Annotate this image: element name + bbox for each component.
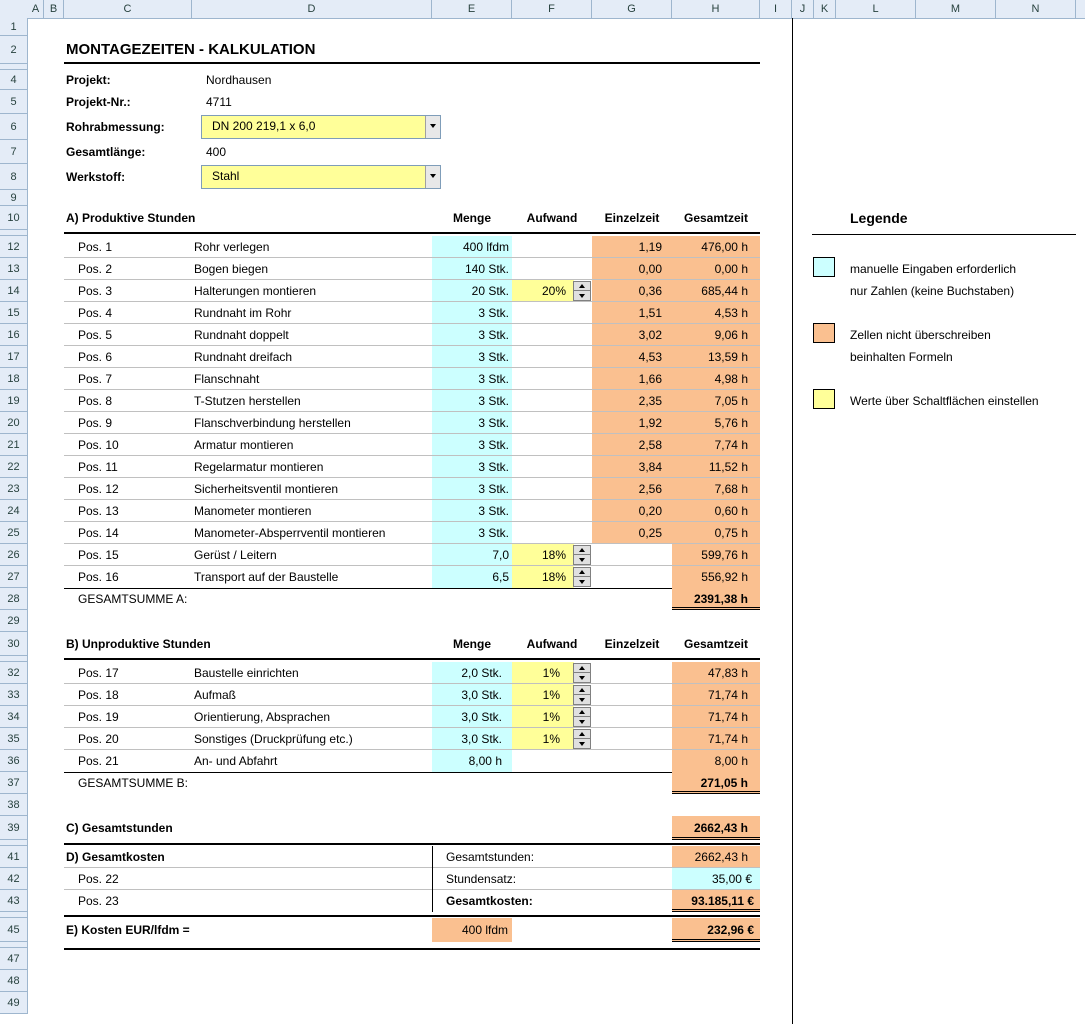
row-gesamtzeit: 71,74 h [672, 728, 760, 750]
table-border [64, 915, 760, 917]
row-aufwand[interactable]: 20% [512, 280, 574, 302]
row-gesamtzeit: 0,60 h [672, 500, 760, 522]
row-menge[interactable]: 140 Stk. [432, 258, 512, 280]
row-header[interactable]: 30 [0, 632, 28, 656]
spin-up-icon[interactable] [574, 282, 590, 291]
spin-up-icon[interactable] [574, 546, 590, 555]
row-einzelzeit: 1,92 [592, 412, 672, 434]
row-gesamtzeit: 8,00 h [672, 750, 760, 772]
row-description: Flanschnaht [194, 372, 260, 386]
row-menge[interactable]: 3 Stk. [432, 412, 512, 434]
row-gesamtzeit: 71,74 h [672, 684, 760, 706]
row-pos: Pos. 11 [78, 460, 118, 474]
row-pos: Pos. 12 [78, 482, 119, 496]
row-menge[interactable]: 3 Stk. [432, 390, 512, 412]
dropdown-value: DN 200 219,1 x 6,0 [212, 119, 316, 133]
row-header[interactable]: 42 [0, 868, 28, 890]
row-header[interactable]: 1 [0, 18, 28, 36]
header-einzelzeit: Einzelzeit [604, 211, 660, 225]
row-menge[interactable]: 3 Stk. [432, 522, 512, 544]
header-menge-b: Menge [452, 637, 491, 651]
row-description: Flanschverbindung herstellen [194, 416, 351, 430]
row-aufwand[interactable]: 18% [512, 544, 574, 566]
row-aufwand[interactable]: 18% [512, 566, 574, 588]
row-einzelzeit: 4,53 [592, 346, 672, 368]
info-label-werkstoff: Werkstoff: [66, 170, 126, 184]
section-b-title: B) Unproduktive Stunden [66, 637, 211, 651]
row-header[interactable]: 14 [0, 280, 28, 302]
row-gesamtzeit: 0,75 h [672, 522, 760, 544]
total-cost-value: 93.185,11 € [672, 890, 760, 912]
spin-button[interactable] [573, 567, 591, 587]
row-einzelzeit: 0,25 [592, 522, 672, 544]
row-pos: Pos. 9 [78, 416, 113, 430]
pos22-label: Pos. 22 [78, 872, 119, 886]
spin-down-icon[interactable] [574, 291, 590, 300]
row-header[interactable]: 5 [0, 90, 28, 114]
row-einzelzeit: 0,20 [592, 500, 672, 522]
chevron-down-icon[interactable] [425, 166, 440, 188]
section-c-title: C) Gesamtstunden [66, 821, 173, 835]
row-pos: Pos. 19 [78, 710, 119, 724]
column-header[interactable]: J [792, 0, 814, 18]
row-pos: Pos. 1 [78, 240, 113, 254]
spin-up-icon[interactable] [574, 730, 590, 739]
row-einzelzeit: 2,35 [592, 390, 672, 412]
table-border [64, 889, 760, 890]
info-value-laenge[interactable]: 400 [206, 145, 227, 159]
column-header[interactable]: M [916, 0, 996, 18]
row-menge[interactable]: 3 Stk. [432, 434, 512, 456]
row-header[interactable]: 34 [0, 706, 28, 728]
section-a-title: A) Produktive Stunden [66, 211, 196, 225]
table-border [64, 948, 760, 950]
row-pos: Pos. 7 [78, 372, 113, 386]
length-value: 400 lfdm [432, 918, 512, 942]
row-description: T-Stutzen herstellen [194, 394, 301, 408]
row-gesamtzeit: 47,83 h [672, 662, 760, 684]
row-header[interactable]: 38 [0, 794, 28, 816]
row-header[interactable]: 32 [0, 662, 28, 684]
row-header[interactable]: 28 [0, 588, 28, 610]
row-header[interactable]: 35 [0, 728, 28, 750]
spin-button[interactable] [573, 663, 591, 683]
sum-a-label: GESAMTSUMME A: [78, 592, 188, 606]
column-header[interactable]: K [814, 0, 836, 18]
row-einzelzeit: 3,02 [592, 324, 672, 346]
total-cost-label: Gesamtkosten: [446, 894, 533, 908]
column-header[interactable]: E [432, 0, 512, 18]
column-header[interactable]: C [64, 0, 192, 18]
row-pos: Pos. 20 [78, 732, 119, 746]
row-header[interactable]: 2 [0, 36, 28, 64]
row-header[interactable]: 15 [0, 302, 28, 324]
row-menge[interactable]: 3,0 Stk. [432, 706, 512, 728]
pipe-size-dropdown[interactable] [201, 115, 441, 139]
row-pos: Pos. 3 [78, 284, 113, 298]
cost-per-meter-value: 232,96 € [672, 918, 760, 942]
row-aufwand[interactable]: 1% [512, 662, 574, 684]
hourly-rate-value[interactable]: 35,00 € [672, 868, 760, 890]
table-border [64, 843, 760, 845]
row-description: Transport auf der Baustelle [194, 570, 339, 584]
sum-a-value: 2391,38 h [672, 588, 760, 610]
row-menge[interactable]: 3 Stk. [432, 478, 512, 500]
spin-up-icon[interactable] [574, 708, 590, 717]
column-header[interactable]: D [192, 0, 432, 18]
row-header[interactable]: 48 [0, 970, 28, 992]
row-header[interactable]: 36 [0, 750, 28, 772]
row-menge[interactable]: 3,0 Stk. [432, 684, 512, 706]
row-pos: Pos. 5 [78, 328, 113, 342]
column-header[interactable]: B [44, 0, 64, 18]
row-description: An- und Abfahrt [194, 754, 278, 768]
info-label-rohr: Rohrabmessung: [66, 120, 165, 134]
row-header[interactable]: 23 [0, 478, 28, 500]
header-einzelzeit-b: Einzelzeit [604, 637, 660, 651]
row-gesamtzeit: 685,44 h [672, 280, 760, 302]
row-pos: Pos. 13 [78, 504, 119, 518]
row-pos: Pos. 14 [78, 526, 119, 540]
spin-button[interactable] [573, 685, 591, 705]
row-header[interactable]: 37 [0, 772, 28, 794]
row-description: Sonstiges (Druckprüfung etc.) [194, 732, 353, 746]
row-aufwand[interactable]: 1% [512, 728, 574, 750]
row-header[interactable]: 25 [0, 522, 28, 544]
row-header[interactable]: 33 [0, 684, 28, 706]
row-description: Rundnaht doppelt [194, 328, 289, 342]
table-border [64, 867, 760, 868]
row-gesamtzeit: 599,76 h [672, 544, 760, 566]
row-menge[interactable]: 3,0 Stk. [432, 728, 512, 750]
spin-down-icon[interactable] [574, 555, 590, 564]
row-header[interactable]: 19 [0, 390, 28, 412]
row-description: Gerüst / Leitern [194, 548, 277, 562]
material-dropdown[interactable] [201, 165, 441, 189]
info-value-projekt[interactable]: Nordhausen [206, 73, 272, 87]
row-einzelzeit: 3,84 [592, 456, 672, 478]
row-einzelzeit: 2,56 [592, 478, 672, 500]
column-header[interactable]: H [672, 0, 760, 18]
row-header[interactable]: 13 [0, 258, 28, 280]
section-e-title: E) Kosten EUR/lfdm = [66, 923, 190, 937]
info-value-nr[interactable]: 4711 [206, 95, 232, 109]
row-description: Halterungen montieren [194, 284, 317, 298]
row-header[interactable]: 20 [0, 412, 28, 434]
column-headers [0, 0, 1085, 19]
row-header[interactable]: 18 [0, 368, 28, 390]
legend-text: Zellen nicht überschreiben [850, 328, 991, 342]
row-einzelzeit: 2,58 [592, 434, 672, 456]
row-gesamtzeit: 7,74 h [672, 434, 760, 456]
row-header[interactable]: 22 [0, 456, 28, 478]
spin-down-icon[interactable] [574, 577, 590, 586]
row-description: Sicherheitsventil montieren [194, 482, 339, 496]
row-header[interactable]: 41 [0, 846, 28, 868]
row-pos: Pos. 17 [78, 666, 119, 680]
table-border [432, 846, 433, 912]
row-description: Regelarmatur montieren [194, 460, 324, 474]
row-gesamtzeit: 7,68 h [672, 478, 760, 500]
pos23-label: Pos. 23 [78, 894, 119, 908]
spin-up-icon[interactable] [574, 686, 590, 695]
row-menge[interactable]: 3 Stk. [432, 368, 512, 390]
row-header[interactable]: 47 [0, 948, 28, 970]
row-menge[interactable]: 3 Stk. [432, 456, 512, 478]
column-header[interactable]: I [760, 0, 792, 18]
row-pos: Pos. 4 [78, 306, 113, 320]
chevron-down-icon[interactable] [425, 116, 440, 138]
row-gesamtzeit: 71,74 h [672, 706, 760, 728]
spin-up-icon[interactable] [574, 568, 590, 577]
total-hours-d-value: 2662,43 h [672, 846, 760, 868]
row-description: Aufmaß [194, 688, 237, 702]
row-pos: Pos. 8 [78, 394, 113, 408]
row-gesamtzeit: 0,00 h [672, 258, 760, 280]
frozen-pane-divider [792, 18, 793, 1024]
row-description: Manometer-Absperrventil montieren [194, 526, 386, 540]
column-header[interactable]: A [28, 0, 44, 18]
header-menge: Menge [452, 211, 491, 225]
row-gesamtzeit: 13,59 h [672, 346, 760, 368]
row-description: Bogen biegen [194, 262, 269, 276]
row-header[interactable]: 39 [0, 816, 28, 840]
row-einzelzeit: 1,19 [592, 236, 672, 258]
row-menge[interactable]: 3 Stk. [432, 324, 512, 346]
sum-b-value: 271,05 h [672, 772, 760, 794]
row-description: Rundnaht dreifach [194, 350, 293, 364]
row-pos: Pos. 21 [78, 754, 119, 768]
spin-down-icon[interactable] [574, 673, 590, 682]
row-menge[interactable]: 6,5 [432, 566, 512, 588]
column-header[interactable]: G [592, 0, 672, 18]
row-header[interactable]: 45 [0, 918, 28, 942]
spin-up-icon[interactable] [574, 664, 590, 673]
row-header[interactable]: 16 [0, 324, 28, 346]
row-header[interactable]: 21 [0, 434, 28, 456]
legend-text: manuelle Eingaben erforderlich [850, 262, 1017, 276]
row-gesamtzeit: 4,98 h [672, 368, 760, 390]
row-header[interactable]: 49 [0, 992, 28, 1014]
row-aufwand[interactable]: 1% [512, 706, 574, 728]
row-gesamtzeit: 4,53 h [672, 302, 760, 324]
table-border [64, 232, 760, 234]
spin-button[interactable] [573, 729, 591, 749]
row-einzelzeit: 1,51 [592, 302, 672, 324]
row-header[interactable]: 7 [0, 140, 28, 164]
header-aufwand: Aufwand [526, 211, 578, 225]
info-label-laenge: Gesamtlänge: [66, 145, 146, 159]
legend-color-swatch [813, 323, 835, 343]
spin-button[interactable] [573, 545, 591, 565]
info-label-projekt: Projekt: [66, 73, 111, 87]
legend-text: beinhalten Formeln [850, 350, 953, 364]
row-einzelzeit: 1,66 [592, 368, 672, 390]
row-pos: Pos. 15 [78, 548, 119, 562]
row-gesamtzeit: 556,92 h [672, 566, 760, 588]
row-description: Orientierung, Absprachen [194, 710, 331, 724]
row-menge[interactable]: 8,00 h [432, 750, 512, 772]
row-menge[interactable]: 400 lfdm [432, 236, 512, 258]
row-einzelzeit: 0,36 [592, 280, 672, 302]
legend-text: Werte über Schaltflächen einstellen [850, 394, 1039, 408]
row-description: Rohr verlegen [194, 240, 270, 254]
row-pos: Pos. 2 [78, 262, 113, 276]
legend-color-swatch [813, 257, 835, 277]
row-pos: Pos. 18 [78, 688, 119, 702]
row-menge[interactable]: 3 Stk. [432, 346, 512, 368]
spin-down-icon[interactable] [574, 717, 590, 726]
row-aufwand[interactable]: 1% [512, 684, 574, 706]
legend-text: nur Zahlen (keine Buchstaben) [850, 284, 1015, 298]
row-header[interactable]: 12 [0, 236, 28, 258]
row-menge[interactable]: 20 Stk. [432, 280, 512, 302]
row-gesamtzeit: 7,05 h [672, 390, 760, 412]
row-gesamtzeit: 476,00 h [672, 236, 760, 258]
row-header[interactable]: 43 [0, 890, 28, 912]
total-hours-label: Gesamtstunden: [446, 850, 535, 864]
row-menge[interactable]: 3 Stk. [432, 302, 512, 324]
spin-down-icon[interactable] [574, 695, 590, 704]
row-header[interactable]: 24 [0, 500, 28, 522]
row-header[interactable]: 9 [0, 190, 28, 206]
row-einzelzeit: 0,00 [592, 258, 672, 280]
row-header[interactable]: 8 [0, 164, 28, 190]
row-pos: Pos. 16 [78, 570, 119, 584]
row-gesamtzeit: 5,76 h [672, 412, 760, 434]
row-header[interactable]: 27 [0, 566, 28, 588]
row-description: Baustelle einrichten [194, 666, 299, 680]
row-header[interactable]: 17 [0, 346, 28, 368]
row-menge[interactable]: 3 Stk. [432, 500, 512, 522]
total-hours-value: 2662,43 h [672, 816, 760, 840]
header-aufwand-b: Aufwand [526, 637, 578, 651]
info-label-nr: Projekt-Nr.: [66, 95, 131, 109]
header-gesamtzeit: Gesamtzeit [683, 211, 749, 225]
row-header[interactable]: 29 [0, 610, 28, 632]
section-d-title: D) Gesamtkosten [66, 850, 165, 864]
spin-button[interactable] [573, 281, 591, 301]
column-header[interactable]: L [836, 0, 916, 18]
row-menge[interactable]: 7,0 [432, 544, 512, 566]
row-pos: Pos. 10 [78, 438, 119, 452]
table-border [64, 62, 760, 64]
legend-color-swatch [813, 389, 835, 409]
row-gesamtzeit: 11,52 h [672, 456, 760, 478]
column-header[interactable]: N [996, 0, 1076, 18]
row-pos: Pos. 6 [78, 350, 113, 364]
column-header[interactable]: F [512, 0, 592, 18]
row-header[interactable]: 4 [0, 70, 28, 90]
row-description: Manometer montieren [194, 504, 312, 518]
row-gesamtzeit: 9,06 h [672, 324, 760, 346]
legend-title: Legende [850, 210, 908, 226]
table-border [64, 658, 760, 660]
spin-button[interactable] [573, 707, 591, 727]
row-description: Armatur montieren [194, 438, 294, 452]
spin-down-icon[interactable] [574, 739, 590, 748]
row-menge[interactable]: 2,0 Stk. [432, 662, 512, 684]
row-header[interactable]: 6 [0, 114, 28, 140]
header-gesamtzeit-b: Gesamtzeit [683, 637, 749, 651]
table-border [812, 234, 1076, 235]
sum-b-label: GESAMTSUMME B: [78, 776, 189, 790]
row-description: Rundnaht im Rohr [194, 306, 292, 320]
page-title: MONTAGEZEITEN - KALKULATION [66, 41, 316, 58]
row-header[interactable]: 10 [0, 206, 28, 230]
dropdown-value: Stahl [212, 169, 240, 183]
row-header[interactable]: 26 [0, 544, 28, 566]
hourly-rate-label: Stundensatz: [446, 872, 517, 886]
